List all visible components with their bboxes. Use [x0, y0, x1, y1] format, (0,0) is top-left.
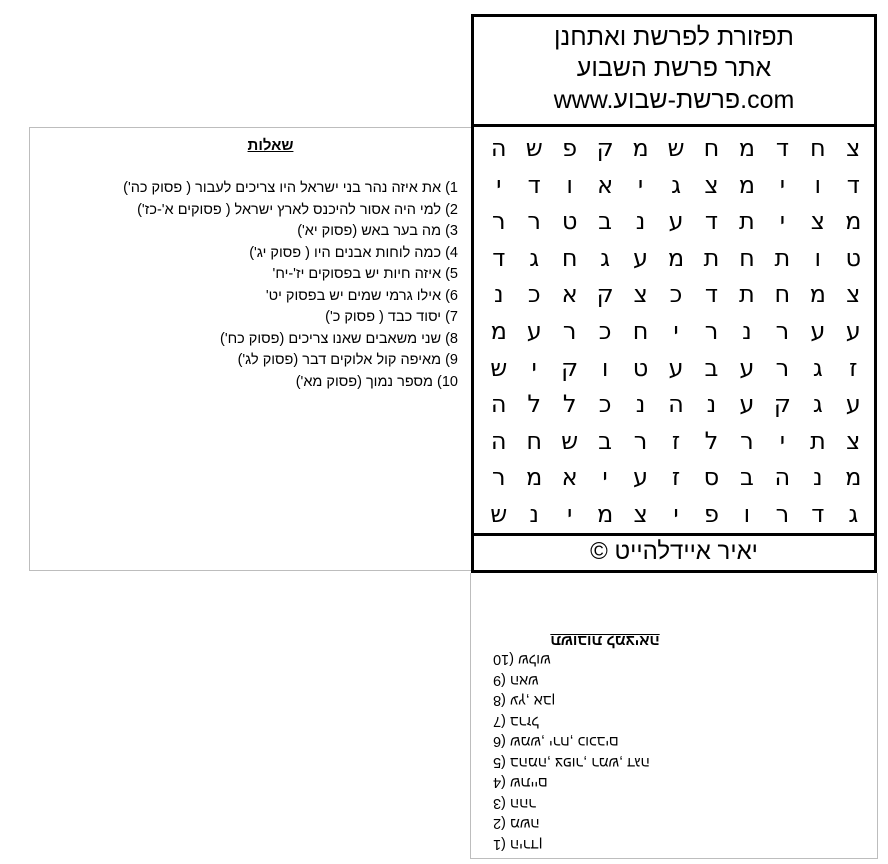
grid-letter: ע	[633, 243, 649, 272]
grid-letter: ה	[490, 134, 507, 163]
grid-letter: ג	[600, 243, 611, 272]
grid-letter: מ	[845, 207, 862, 236]
grid-letter: ע	[739, 353, 755, 382]
grid-letter: ק	[561, 353, 579, 382]
grid-letter: ת	[739, 207, 755, 236]
site-name: אתר פרשת השבוע	[576, 54, 772, 82]
grid-letter: מ	[667, 243, 685, 272]
grid-letter: ה	[490, 426, 507, 455]
grid-letter: י	[673, 499, 679, 528]
grid-letter: ח	[632, 316, 649, 345]
grid-letter: ד	[492, 243, 506, 272]
question-item: 2) למי היה אסור להיכנס לארץ ישראל ( פסוקים א'-כז')	[137, 201, 458, 218]
question-item: 1) את איזה נהר בני ישראל היו צריכים לעבור ( פסוק כה')	[123, 180, 458, 196]
answer-item: 1) הירדן	[493, 836, 543, 852]
word-search-grid	[481, 130, 871, 532]
answers-heading: תשובות למציאה	[550, 632, 660, 649]
answer-item: 7) ברזל	[493, 713, 540, 729]
grid-letter: י	[531, 353, 537, 382]
grid-letter: נ	[529, 499, 539, 528]
grid-letter: פ	[562, 134, 578, 163]
grid-letter: צ	[846, 426, 861, 455]
grid-letter: ה	[774, 463, 791, 492]
grid-letter: ע	[668, 207, 684, 236]
grid-letter: ר	[775, 316, 790, 345]
grid-letter: י	[637, 170, 644, 199]
grid-letter: ר	[775, 499, 790, 528]
grid-letter: א	[597, 170, 614, 199]
grid-letter: ב	[598, 426, 613, 455]
grid-letter: כ	[669, 280, 683, 309]
grid-letter: ג	[848, 499, 859, 528]
question-item: 3) מה בער באש (פסוק יא')	[297, 223, 458, 239]
grid-letter: ק	[596, 134, 614, 163]
grid-letter: ר	[562, 316, 577, 345]
grid-letter: ג	[529, 243, 540, 272]
grid-letter: י	[779, 170, 786, 199]
grid-letter: ת	[774, 243, 791, 272]
grid-letter: ט	[561, 207, 578, 236]
grid-letter: ת	[739, 280, 755, 309]
grid-letter: פ	[703, 499, 719, 528]
grid-letter: ג	[671, 170, 681, 199]
grid-letter: ט	[845, 243, 862, 272]
question-item: 10) מספר נמוך (פסוק מא')	[295, 373, 458, 390]
grid-letter: מ	[526, 463, 543, 492]
grid-letter: י	[602, 463, 608, 492]
grid-letter: צ	[810, 207, 825, 236]
grid-letter: ח	[809, 134, 826, 163]
questions-panel	[29, 127, 471, 571]
grid-letter: א	[561, 280, 578, 309]
answer-item: 2) משה	[493, 815, 540, 832]
grid-letter: ש	[561, 426, 579, 455]
grid-letter: ת	[703, 243, 720, 272]
question-item: 5) איזה חיות יש בפסוקים יז'-יח'	[272, 266, 458, 282]
title-box	[471, 14, 877, 124]
grid-letter: ל	[527, 390, 542, 419]
grid-letter: ג	[812, 353, 823, 382]
grid-letter: ד	[527, 170, 541, 199]
grid-letter: ר	[527, 207, 541, 236]
grid-letter: כ	[598, 316, 612, 345]
answers-list	[490, 649, 740, 854]
word-search-grid-box	[471, 124, 877, 536]
grid-letter: ב	[704, 353, 719, 382]
grid-letter: מ	[632, 134, 649, 163]
grid-letter: נ	[706, 390, 717, 419]
grid-letter: ו	[566, 170, 573, 199]
grid-letter: י	[566, 499, 573, 528]
grid-letter: ו	[814, 243, 822, 272]
question-item: 7) יסוד כבד ( פסוק כ')	[325, 309, 458, 325]
grid-letter: א	[561, 463, 578, 492]
grid-letter: ע	[845, 390, 861, 419]
answer-item: 5) בהמה, צפור, רמש, דגה	[493, 754, 650, 770]
grid-letter: ע	[845, 316, 861, 345]
grid-letter: מ	[845, 463, 862, 492]
grid-letter: ח	[739, 243, 755, 272]
answer-item: 9) האש	[493, 672, 539, 688]
grid-letter: ד	[846, 170, 860, 199]
grid-letter: ש	[490, 499, 508, 528]
grid-letter: ר	[704, 316, 719, 345]
questions-list	[30, 178, 471, 393]
grid-letter: ש	[525, 134, 543, 163]
answers-upside-down	[490, 592, 740, 854]
grid-letter: ח	[526, 426, 543, 455]
grid-letter: ו	[601, 353, 609, 382]
questions-heading: שאלות	[247, 137, 294, 154]
grid-letter: ל	[562, 390, 577, 419]
grid-letter: ח	[561, 243, 578, 272]
grid-letter: מ	[809, 280, 826, 309]
grid-letter: ו	[743, 499, 751, 528]
answer-item: 3) ההר	[493, 795, 537, 811]
grid-letter: ש	[667, 134, 685, 163]
grid-letter: נ	[635, 207, 646, 236]
answer-item: 8) עץ, אבן	[493, 692, 556, 709]
grid-letter: י	[673, 316, 679, 345]
grid-letter: י	[779, 207, 786, 236]
site-url: www.פרשת-שבוע.com	[553, 86, 795, 114]
grid-letter: ע	[810, 316, 826, 345]
grid-letter: ד	[811, 499, 825, 528]
grid-letter: צ	[846, 280, 861, 309]
grid-letter: נ	[742, 316, 752, 345]
grid-letter: צ	[633, 280, 648, 309]
grid-letter: ו	[814, 170, 822, 199]
question-item: 4) כמה לוחות אבנים היו ( פסוק יג')	[249, 244, 458, 261]
answer-item: 6) שמש, ירח, כוכבים	[493, 733, 619, 750]
question-item: 8) שני משאבים שאנו צריכים (פסוק כח')	[220, 330, 458, 347]
grid-letter: כ	[527, 280, 541, 309]
grid-letter: מ	[490, 316, 507, 345]
grid-letter: י	[496, 170, 502, 199]
grid-letter: י	[779, 426, 786, 455]
grid-letter: מ	[738, 170, 756, 199]
grid-letter: ט	[632, 353, 649, 382]
grid-letter: ח	[703, 134, 720, 163]
answer-item: 10) שלוש	[493, 651, 551, 668]
grid-letter: צ	[633, 499, 648, 528]
grid-letter: ר	[775, 353, 790, 382]
grid-letter: ח	[774, 280, 791, 309]
grid-letter: מ	[738, 134, 756, 163]
grid-letter: ר	[491, 463, 506, 492]
grid-letter: ק	[773, 390, 791, 419]
grid-letter: ע	[668, 353, 684, 382]
grid-letter: כ	[598, 390, 612, 419]
author-credit: יאיר איידלהייט ©	[471, 536, 877, 573]
grid-letter: ש	[490, 353, 508, 382]
grid-letter: נ	[635, 390, 646, 419]
grid-letter: ר	[491, 207, 506, 236]
grid-letter: ת	[809, 426, 826, 455]
grid-letter: ב	[739, 463, 754, 492]
grid-letter: ז	[671, 426, 681, 455]
grid-letter: ז	[671, 463, 681, 492]
grid-letter: צ	[704, 170, 719, 199]
grid-letter: נ	[813, 463, 823, 492]
grid-letter: ז	[849, 353, 858, 382]
grid-letter: ר	[633, 426, 648, 455]
grid-letter: נ	[493, 280, 504, 309]
grid-letter: ע	[739, 390, 755, 419]
grid-letter: ג	[812, 390, 823, 419]
grid-letter: ב	[598, 207, 613, 236]
answer-item: 4) שתיים	[493, 774, 548, 791]
grid-letter: ל	[704, 426, 719, 455]
grid-letter: ר	[740, 426, 754, 455]
puzzle-title: תפזורת לפרשת ואתחנן	[554, 23, 794, 51]
grid-letter: ד	[775, 134, 789, 163]
grid-letter: ה	[490, 390, 507, 419]
grid-letter: ע	[633, 463, 649, 492]
question-item: 9) מאיפה קול אלוקים דבר (פסוק לג')	[237, 352, 458, 368]
grid-letter: צ	[846, 134, 861, 163]
grid-letter: ק	[596, 280, 614, 309]
grid-letter: ה	[668, 390, 684, 419]
question-item: 6) אילו גרמי שמים יש בפסוק יט'	[265, 287, 458, 304]
grid-letter: ס	[703, 463, 720, 492]
grid-letter: מ	[596, 499, 614, 528]
grid-letter: ד	[704, 280, 719, 309]
grid-letter: ד	[704, 207, 719, 236]
grid-letter: ע	[526, 316, 542, 345]
